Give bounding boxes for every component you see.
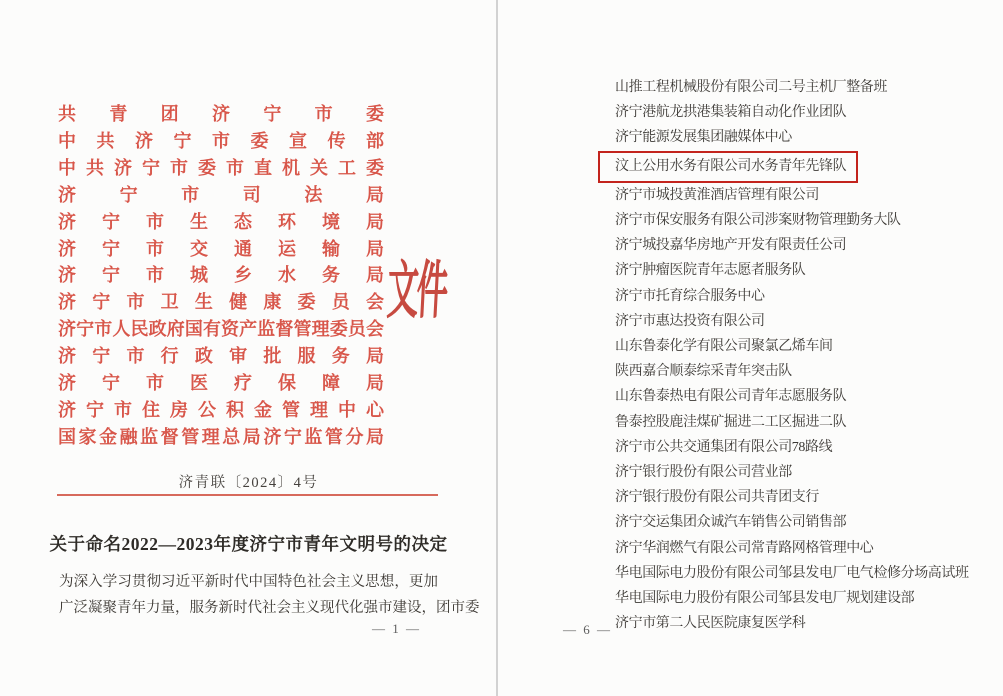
award-item-label: 山推工程机械股份有限公司二号主机厂整备班 [615,80,887,95]
issuer-line: 中共济宁市委宣传部 [58,130,384,151]
award-item-label: 华电国际电力股份有限公司邹县发电厂规划建设部 [615,591,915,607]
document-stamp-wenjian: 文件 [385,258,448,327]
page-number-left: — 1 — [372,621,421,636]
award-item-label: 济宁市城投黄淮酒店管理有限公司 [615,187,819,203]
issuer-line: 济宁市司法局 [58,184,384,205]
award-item-label: 济宁市托育综合服务中心 [615,288,765,304]
award-list-item [615,233,995,258]
issuer-list [58,101,384,451]
award-list-item [615,183,995,208]
document-body [59,569,480,621]
award-list-item [615,410,995,435]
award-item-label: 济宁市惠达投资有限公司 [615,313,765,329]
award-item-label: 济宁市公共交通集团有限公司78路线 [615,439,833,455]
award-list-item [615,435,995,460]
award-list-item [615,284,995,309]
page-divider-line [496,0,498,696]
issuer-line: 济宁市交通运输局 [58,238,384,259]
issuer-line: 济宁市人民政府国有资产监督管理委员会 [58,319,384,340]
award-item-label: 济宁城投嘉华房地产开发有限责任公司 [615,238,847,254]
award-item-label: 济宁银行股份有限公司营业部 [615,465,792,481]
issuer-line: 济宁市医疗保障局 [58,373,384,394]
document-title: 关于命名2022—2023年度济宁市青年文明号的决定 [49,534,448,554]
issuer-line: 国家金融监督管理总局济宁监管分局 [58,426,384,447]
award-list-item [615,586,995,611]
award-item-label: 华电国际电力股份有限公司邹县发电厂电气检修分场高试班 [615,565,969,581]
issuer-line: 济宁市住房公积金管理中心 [58,399,384,420]
award-list-item [615,510,995,535]
award-list-item [615,561,995,586]
award-item-label: 济宁肿瘤医院青年志愿者服务队 [615,263,806,279]
red-separator-rule [57,494,438,496]
award-item-label: 济宁市第二人民医院康复医学科 [615,616,806,632]
award-list-item [615,334,995,359]
award-list-item [615,125,995,150]
award-item-label: 济宁能源发展集团融媒体中心 [615,130,792,146]
award-list-item [615,208,995,233]
award-item-label: 济宁华润燃气有限公司常青路网格管理中心 [615,540,874,556]
page-number-right: — 6 — [563,622,612,637]
issuer-line: 中共济宁市委市直机关工委 [58,157,384,178]
award-item-label: 山东鲁泰热电有限公司青年志愿服务队 [615,389,847,405]
body-text-line: 为深入学习贯彻习近平新时代中国特色社会主义思想，更加 [59,574,438,590]
issuer-line: 济宁市生态环境局 [58,211,384,232]
award-item-label: 鲁泰控股鹿洼煤矿掘进二工区掘进二队 [615,414,847,430]
issuer-line: 济宁市城乡水务局 [58,265,384,286]
body-text-line: 广泛凝聚青年力量，服务新时代社会主义现代化强市建设，团市委 [59,600,480,616]
award-list-item [615,75,995,100]
award-item-label: 汶上公用水务有限公司水务青年先锋队 [598,151,858,183]
award-list-item [615,100,995,125]
award-list-item [615,485,995,510]
award-list-item [615,258,995,283]
issuer-line: 济宁市行政审批服务局 [58,346,384,367]
award-list-item [615,309,995,334]
award-item-label: 济宁市保安服务有限公司涉案财物管理勤务大队 [615,213,901,229]
award-recipient-list [615,75,995,636]
award-item-label: 济宁银行股份有限公司共青团支行 [615,490,819,506]
award-item-label: 陕西嘉合顺泰综采青年突击队 [615,364,792,380]
issuer-line: 共青团济宁市委 [58,104,384,124]
award-item-label: 山东鲁泰化学有限公司聚氯乙烯车间 [615,339,833,355]
issuer-line: 济宁市卫生健康委员会 [58,292,384,313]
document-number: 济青联〔2024〕4号 [178,475,319,491]
award-list-item [615,384,995,409]
award-list-item [615,359,995,384]
award-item-label: 济宁交运集团众诚汽车销售公司销售部 [615,515,847,531]
award-list-item [615,460,995,485]
award-list-item [615,536,995,561]
highlighted-award-item [615,151,995,183]
award-item-label: 济宁港航龙拱港集装箱自动化作业团队 [615,105,847,121]
award-list-item [615,611,995,636]
